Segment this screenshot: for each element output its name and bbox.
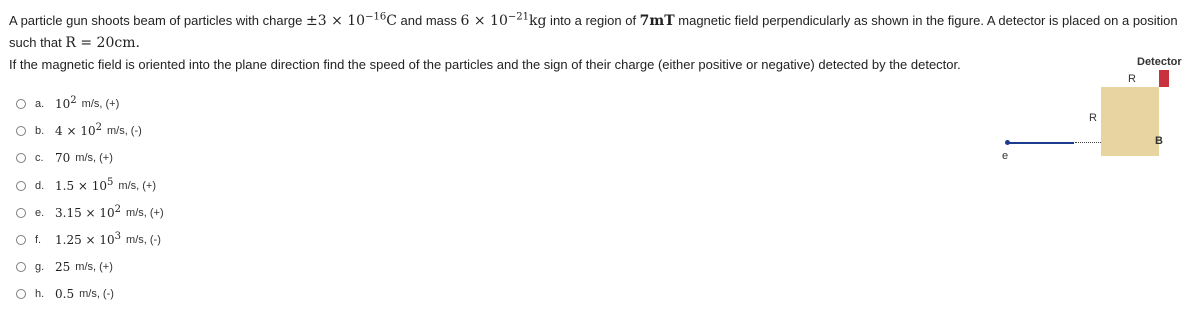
radio-button[interactable] bbox=[16, 262, 26, 272]
option-unit: m/s, (+) bbox=[118, 180, 157, 192]
magnetic-field-region bbox=[1101, 87, 1159, 156]
question-part: magnetic field perpendicularly as shown in the figure. A detector is placed on a position such that bbox=[9, 13, 1178, 50]
option-g[interactable] bbox=[16, 257, 113, 277]
option-unit: m/s, (+) bbox=[126, 207, 164, 219]
question-part: into a region of bbox=[546, 13, 640, 28]
option-b[interactable] bbox=[16, 121, 142, 141]
option-value: $1.25 \times 10^3$ bbox=[55, 231, 122, 247]
charge-value: $\pm 3 \times 10^{-16}C$ bbox=[306, 11, 397, 29]
question-line-2: If the magnetic field is oriented into the plane direction find the speed of the particles and the sign of their charge (either positive or negative) detected by the detector. bbox=[9, 57, 961, 72]
mass-value: $6 \times 10^{-21}kg$ bbox=[460, 11, 547, 29]
option-unit: m/s, (-) bbox=[79, 288, 114, 300]
option-f[interactable] bbox=[16, 230, 161, 250]
beam-line bbox=[1007, 142, 1074, 144]
field-value: 7mT bbox=[639, 13, 675, 29]
radius-label-top: R bbox=[1128, 73, 1136, 85]
field-label: B bbox=[1155, 135, 1163, 147]
option-unit: m/s, (+) bbox=[75, 261, 113, 273]
figure bbox=[1000, 50, 1195, 170]
option-a[interactable] bbox=[16, 94, 119, 114]
option-d[interactable] bbox=[16, 176, 156, 196]
detector-label: Detector bbox=[1137, 56, 1182, 68]
option-letter: a. bbox=[35, 98, 45, 110]
option-letter: b. bbox=[35, 125, 45, 137]
option-e[interactable] bbox=[16, 203, 164, 223]
radio-button[interactable] bbox=[16, 126, 26, 136]
option-unit: m/s, (+) bbox=[81, 98, 120, 110]
radio-button[interactable] bbox=[16, 181, 26, 191]
option-letter: c. bbox=[35, 152, 44, 164]
question-line-1 bbox=[9, 10, 1194, 54]
option-letter: f. bbox=[35, 234, 42, 246]
option-value: 0.5 bbox=[55, 287, 75, 301]
radio-button[interactable] bbox=[16, 99, 26, 109]
option-letter: h. bbox=[35, 288, 45, 300]
option-value: 70 bbox=[55, 151, 71, 165]
radio-button[interactable] bbox=[16, 235, 26, 245]
radio-button[interactable] bbox=[16, 153, 26, 163]
option-value: 25 bbox=[55, 260, 71, 274]
option-value: $3.15 \times 10^2$ bbox=[55, 204, 122, 220]
option-value: $4 \times 10^2$ bbox=[55, 122, 102, 138]
option-letter: e. bbox=[35, 207, 45, 219]
beam-dotted-line bbox=[1075, 142, 1101, 143]
option-value: $10^2$ bbox=[55, 95, 77, 111]
question-part: and mass bbox=[396, 13, 461, 28]
radius-value: R = 20cm. bbox=[65, 35, 140, 51]
radio-button[interactable] bbox=[16, 289, 26, 299]
option-unit: m/s, (-) bbox=[106, 125, 142, 137]
option-letter: g. bbox=[35, 261, 45, 273]
particle-gun-dot bbox=[1005, 140, 1010, 145]
question-part: A particle gun shoots beam of particles with charge bbox=[9, 13, 306, 28]
option-unit: m/s, (+) bbox=[75, 152, 113, 164]
radio-button[interactable] bbox=[16, 208, 26, 218]
electron-label: e bbox=[1002, 150, 1009, 162]
option-value: $1.5 \times 10^5$ bbox=[55, 177, 114, 193]
option-unit: m/s, (-) bbox=[126, 234, 161, 246]
option-h[interactable] bbox=[16, 284, 114, 304]
radius-label-side: R bbox=[1089, 112, 1097, 124]
option-letter: d. bbox=[35, 180, 45, 192]
option-c[interactable] bbox=[16, 148, 113, 168]
detector-block bbox=[1159, 70, 1169, 87]
